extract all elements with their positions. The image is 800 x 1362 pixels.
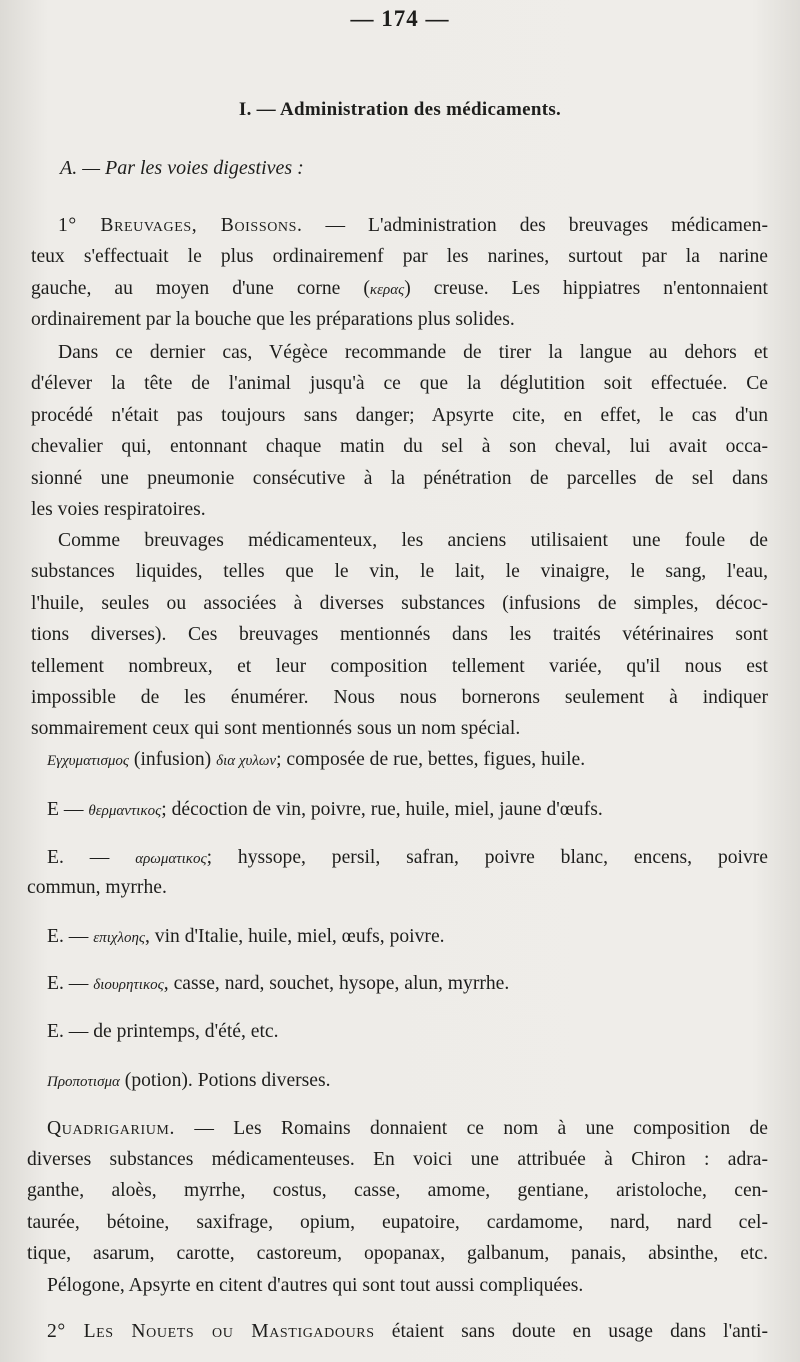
run-in-title: Quadrigarium. bbox=[47, 1118, 175, 1139]
text-line: substances liquides, telles que le vin, le lait, le vinaigre, le sang, l'eau, bbox=[31, 561, 768, 583]
text-line: les voies respiratoires. bbox=[31, 498, 206, 520]
run-in-title: 2° Les Nouets ou Mastigadours bbox=[47, 1321, 375, 1342]
greek-term: Εγχυματισμος bbox=[47, 753, 130, 769]
greek-term: κερας bbox=[369, 281, 405, 298]
entry-printemps: E. — de printemps, d'été, etc. bbox=[47, 1021, 279, 1042]
entry-aromatikos bbox=[47, 842, 768, 873]
text-line: Quadrigarium. — Les Romains donnaient ce nom à une composition de bbox=[47, 1118, 768, 1139]
paragraph-nouets bbox=[47, 1316, 768, 1347]
text-line: d'élever la tête de l'animal jusqu'à ce que la déglutition soit effectuée. Ce bbox=[31, 373, 768, 395]
greek-term: θερμαντικος bbox=[88, 803, 162, 819]
greek-term: δια χυλων bbox=[216, 753, 277, 769]
text-line: taurée, bétoine, saxifrage, opium, eupatoire, cardamome, nard, nard cel- bbox=[27, 1211, 768, 1233]
text-line: chevalier qui, entonnant chaque matin du sel à son cheval, lui avait occa- bbox=[31, 436, 768, 458]
text-line: E. — αρωματικος; hyssope, persil, safran, poivre blanc, encens, poivre bbox=[47, 847, 768, 868]
greek-term: Προποτισμα bbox=[47, 1074, 120, 1090]
section-heading: I. — Administration des médicaments. bbox=[238, 99, 562, 120]
entry-aromatikos-continued: commun, myrrhe. bbox=[27, 877, 167, 898]
text-line: impossible de les énumérer. Nous nous bornerons seulement à indiquer bbox=[31, 686, 768, 708]
paragraph-breuvages bbox=[31, 210, 768, 336]
entry-thermantikos: E — θερμαντικος; décoction de vin, poivre, rue, huile, miel, jaune d'œufs. bbox=[47, 799, 603, 820]
entry-egchymatismos: Εγχυματισμος (infusion) δια χυλων; composée de rue, bettes, figues, huile. bbox=[47, 749, 586, 770]
subsection-text: A. — Par les voies digestives : bbox=[60, 157, 304, 179]
text-line: tellement nombreux, et leur composition tellement variée, qu'il nous est bbox=[31, 655, 768, 677]
entry-epichloes: E. — επιχλοης, vin d'Italie, huile, miel, œufs, poivre. bbox=[47, 926, 445, 947]
text-line: sommairement ceux qui sont mentionnés sous un nom spécial. bbox=[31, 718, 521, 740]
greek-term: αρωματικος bbox=[135, 851, 207, 867]
paragraph-quadrigarium-continued bbox=[27, 1144, 768, 1301]
entry-propotisma: Προποτισμα (potion). Potions diverses. bbox=[47, 1070, 331, 1091]
text-line: Comme breuvages médicamenteux, les anciens utilisaient une foule de bbox=[58, 530, 768, 551]
page-number: — 174 — bbox=[350, 6, 450, 31]
greek-term: επιχλοης bbox=[93, 930, 145, 946]
run-in-title: 1° Breuvages, Boissons. bbox=[58, 215, 303, 236]
text-line: tions diverses). Ces breuvages mentionnés dans les traités vétérinaires sont bbox=[31, 624, 768, 646]
text-line: gauche, au moyen d'une corne (κερας) creuse. Les hippiatres n'entonnaient bbox=[31, 277, 768, 299]
text-line: Dans ce dernier cas, Végèce recommande de tirer la langue au dehors et bbox=[58, 342, 768, 363]
text-line: l'huile, seules ou associées à diverses substances (infusions de simples, décoc- bbox=[31, 592, 768, 614]
text-line: 1° Breuvages, Boissons. — L'administration des breuvages médicamen- bbox=[58, 215, 768, 236]
text-line: diverses substances médicamenteuses. En voici une attribuée à Chiron : adra- bbox=[27, 1149, 768, 1170]
paragraph-anciens bbox=[31, 525, 768, 745]
text-line: tique, asarum, carotte, castoreum, opopanax, galbanum, panais, absinthe, etc. bbox=[27, 1243, 768, 1265]
greek-term: διουρητικος bbox=[93, 977, 164, 993]
subsection-heading bbox=[60, 157, 304, 180]
paragraph-vegece bbox=[31, 337, 768, 525]
text-line: procédé n'était pas toujours sans danger; Apsyrte cite, en effet, le cas d'un bbox=[31, 404, 768, 426]
entry-diouretikos: E. — διουρητικος, casse, nard, souchet, hysope, alun, myrrhe. bbox=[47, 973, 510, 994]
text-line: ordinairement par la bouche que les préparations plus solides. bbox=[31, 309, 515, 331]
text-line: 2° Les Nouets ou Mastigadours étaient sans doute en usage dans l'anti- bbox=[47, 1321, 769, 1342]
text-line: ganthe, aloès, myrrhe, costus, casse, amome, gentiane, aristoloche, cen- bbox=[27, 1180, 768, 1202]
text-line: sionné une pneumonie consécutive à la pénétration de parcelles de sel dans bbox=[31, 467, 768, 489]
text-line: teux s'effectuait le plus ordinairemenf par les narines, surtout par la narine bbox=[31, 246, 768, 268]
paragraph-quadrigarium bbox=[47, 1113, 768, 1144]
text-line: Pélogone, Apsyrte en citent d'autres qui sont tout aussi compliquées. bbox=[47, 1274, 584, 1296]
